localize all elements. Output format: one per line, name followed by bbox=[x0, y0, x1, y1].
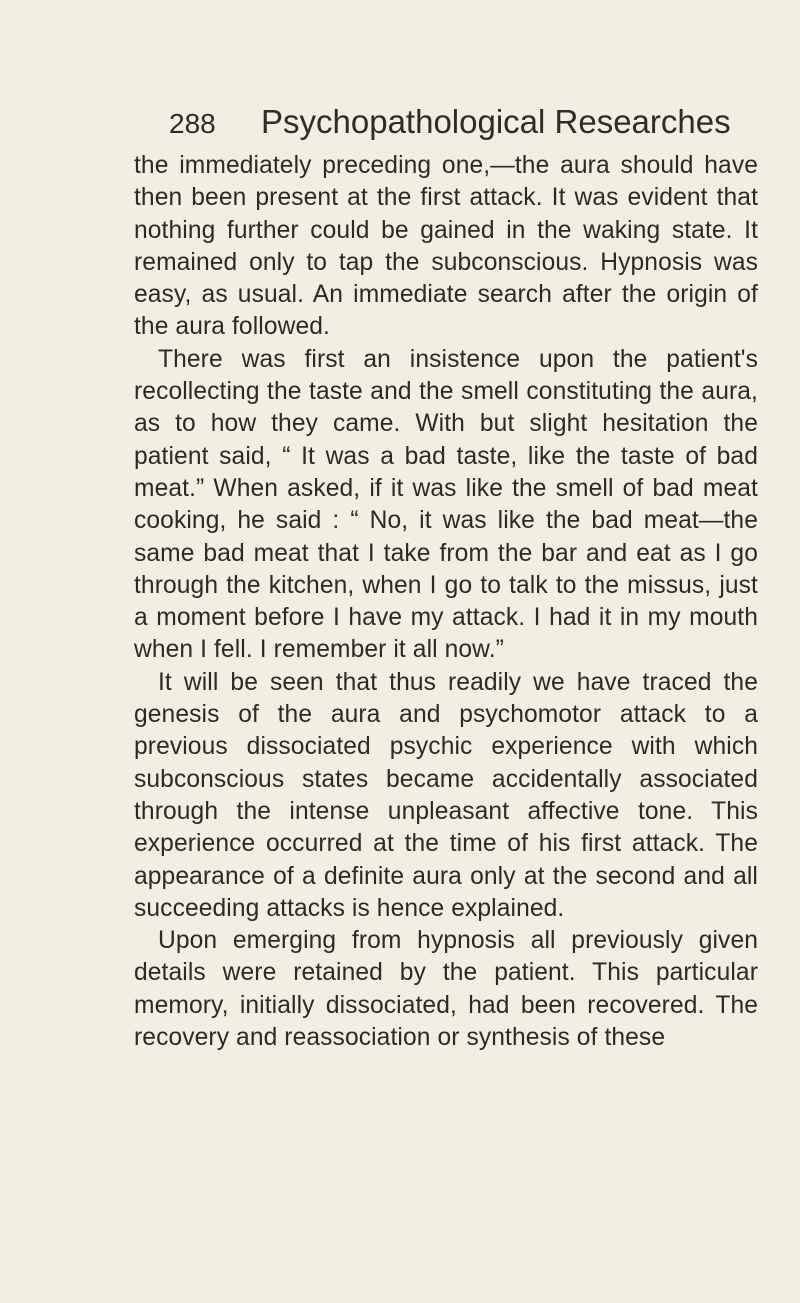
paragraph-genesis-of-aura: It will be seen that thus readily we have traced the genesis of the aura and psychomotor attack to a previous dissociated psychic experience with which subconscious states became accidentally associated through the intense unpleasant affective tone. This experience occurred at the time of his first attack. The appearance of a definite aura only at the second and all succeeding attacks is hence explained. bbox=[134, 668, 758, 922]
running-title: Psychopathological Researches bbox=[261, 103, 731, 140]
page-number: 288 bbox=[169, 108, 216, 139]
paragraph-continuation: the immediately preceding one,—the aura should have then been present at the first attack. It was evident that nothing further could be gained in the waking state. It remained only to tap the subconscious. Hypnosis was easy, as usual. An immediate search after the origin of the aura followed. bbox=[134, 152, 758, 341]
paragraph-memory-recovery: Upon emerging from hypnosis all previously given details were retained by the patient. This particular memory, initially dissociated, had been recovered. The recovery and reassociation or synthesis of these bbox=[134, 927, 758, 1052]
paragraph-patient-recollection: There was first an insistence upon the patient's recollecting the taste and the smell constituting the aura, as to how they came. With but slight hesitation the patient said, “ It was a bad taste, like the taste of bad meat.” When asked, if it was like the smell of bad meat cooking, he said : “ No, it was like the bad meat—the same bad meat that I take from the bar and eat as I go through the kitchen, when I go to talk to the missus, just a moment before I have my attack. I had it in my mouth when I fell. I remember it all now.” bbox=[134, 345, 758, 664]
running-head bbox=[169, 100, 729, 144]
body-text bbox=[134, 150, 758, 1054]
